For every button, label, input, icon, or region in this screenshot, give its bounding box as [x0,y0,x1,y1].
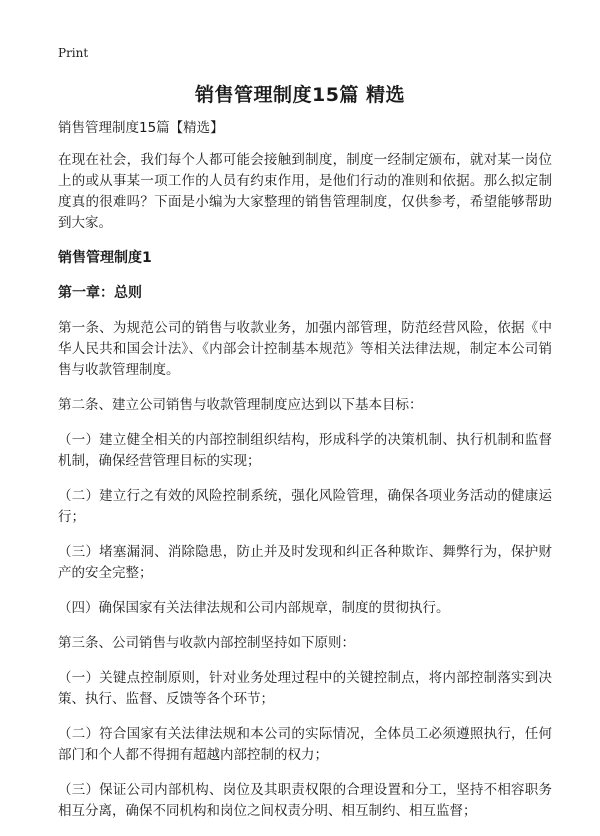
article-paragraph: （二）建立行之有效的风险控制系统，强化风险管理，确保各项业务活动的健康运行； [58,488,552,525]
article-paragraph: 第一条、为规范公司的销售与收款业务，加强内部管理，防范经营风险，依据《中华人民共和国会计法》、《内部会计控制基本规范》等相关法律法规，制定本公司销售与收款管理制度。 [58,320,552,378]
page-title: 销售管理制度15篇 精选 [194,84,406,106]
article-paragraph: 第二条、建立公司销售与收款管理制度应达到以下基本目标： [58,397,423,413]
article-paragraph: （一）关键点控制原则，针对业务处理过程中的关键控制点，将内部控制落实到决策、执行、监督、反馈等各个环节； [58,670,552,707]
article-paragraph: （三）保证公司内部机构、岗位及其职责权限的合理设置和分工，坚持不相容职务相互分离，确保不同机构和岗位之间权责分明、相互制约、相互监督； [58,782,552,819]
article-paragraph: （三）堵塞漏洞、消除隐患，防止并及时发现和纠正各种欺诈、舞弊行为，保护财产的安全完整； [58,544,552,581]
document-subtitle: 销售管理制度15篇【精选】 [58,120,224,136]
chapter-heading: 第一章：总则 [58,285,142,301]
article-paragraph: （四）确保国家有关法律法规和公司内部规章，制度的贯彻执行。 [58,600,450,616]
article-paragraph: （二）符合国家有关法律法规和本公司的实际情况，全体员工必须遵照执行，任何部门和个人都不得拥有超越内部控制的权力； [58,726,552,763]
document-body [58,118,552,836]
print-link[interactable]: Print [58,46,89,60]
section-heading: 销售管理制度1 [58,250,152,266]
article-paragraph: （一）建立健全相关的内部控制组织结构，形成科学的决策机制、执行机制和监督机制，确保经营管理目标的实现； [58,432,552,469]
article-paragraph: 第三条、公司销售与收款内部控制坚持如下原则： [58,635,355,651]
intro-paragraph: 在现在社会，我们每个人都可能会接触到制度，制度一经制定颁布，就对某一岗位上的或从事某一项工作的人员有约束作用，是他们行动的准则和依据。那么拟定制度真的很难吗？下面是小编为大家整理的销售管理制度，仅供参考，希望能够帮助到大家。 [58,152,552,231]
